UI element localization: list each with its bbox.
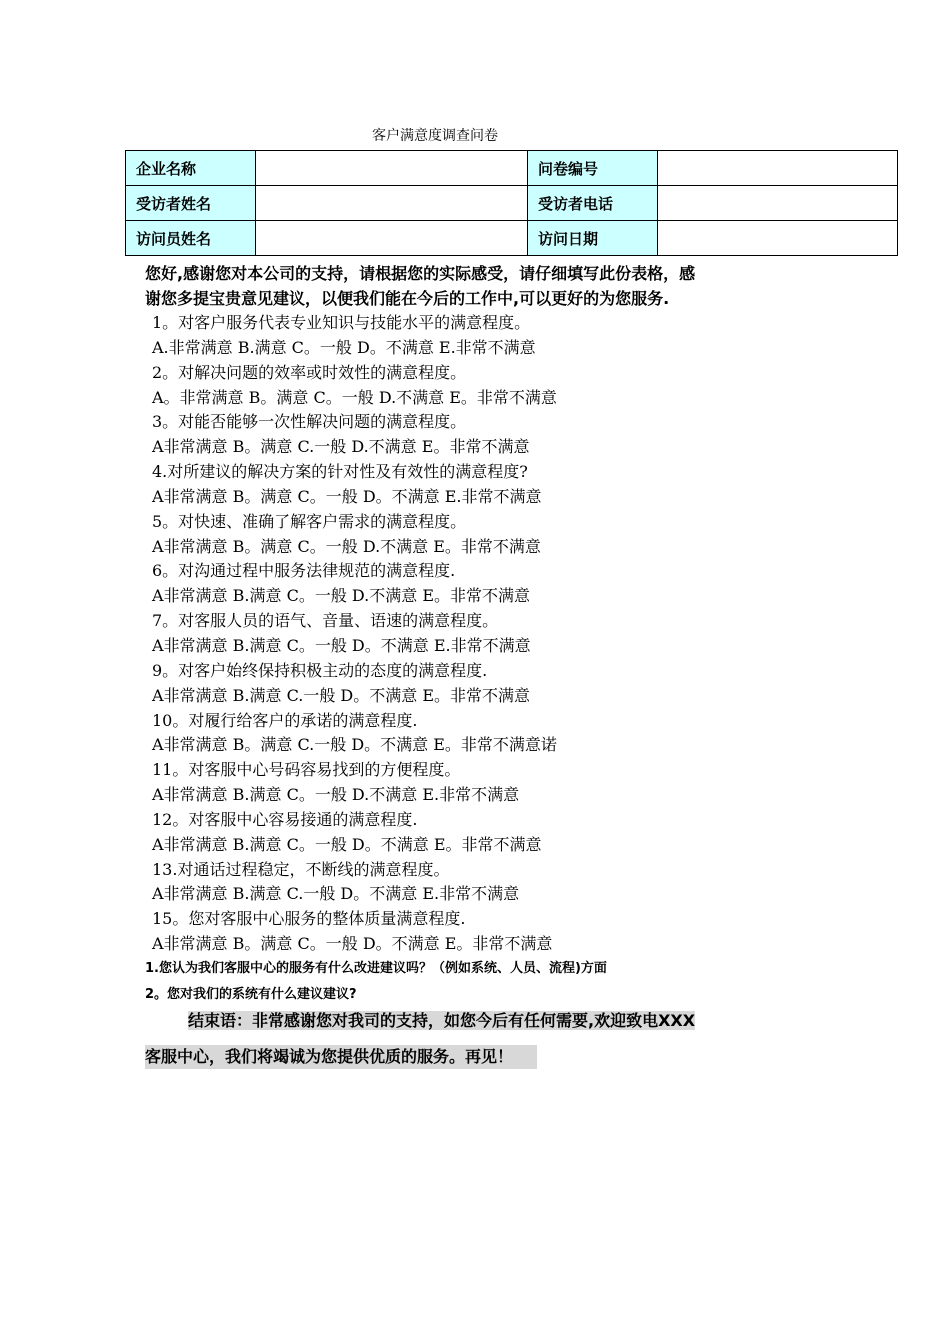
- question-text: 2。对解决问题的效率或时效性的满意程度。: [152, 362, 467, 382]
- survey-number-field[interactable]: [658, 151, 898, 186]
- respondent-phone-field[interactable]: [658, 186, 898, 221]
- intro-line: 您好,感谢您对本公司的支持，请根据您的实际感受，请仔细填写此份表格，感: [145, 264, 696, 283]
- interview-date-field[interactable]: [658, 221, 898, 256]
- intro-paragraph: [145, 261, 825, 311]
- interviewer-name-field[interactable]: [256, 221, 528, 256]
- question-text: 3。对能否能够一次性解决问题的满意程度。: [152, 412, 467, 432]
- answer-options: A.非常满意 B.满意 C。一般 D。不满意 E.非常不满意: [152, 337, 536, 357]
- question-text: 15。您对客服中心服务的整体质量满意程度.: [152, 909, 466, 929]
- respondent-phone-label: 受访者电话: [528, 186, 658, 221]
- question-list: [152, 311, 852, 957]
- question-text: 1。对客户服务代表专业知识与技能水平的满意程度。: [152, 313, 531, 332]
- answer-options: A非常满意 B.满意 C.一般 D。不满意 E。非常不满意: [152, 685, 531, 705]
- question-text: 12。对客服中心容易接通的满意程度.: [152, 809, 418, 829]
- answer-options: A非常满意 B。满意 C。一般 D。不满意 E。非常不满意: [152, 934, 553, 954]
- closing-line-1: [188, 1009, 695, 1033]
- answer-options: A非常满意 B。满意 C。一般 D.不满意 E。非常不满意: [152, 536, 541, 556]
- question-text: 4.对所建议的解决方案的针对性及有效性的满意程度?: [152, 462, 528, 482]
- question-text: 13.对通话过程稳定，不断线的满意程度。: [152, 859, 450, 879]
- question-text: 7。对客服人员的语气、音量、语速的满意程度。: [152, 611, 499, 631]
- answer-options: A非常满意 B.满意 C。一般 D.不满意 E.非常不满意: [152, 785, 520, 805]
- answer-options: A非常满意 B。满意 C。一般 D。不满意 E.非常不满意: [152, 486, 542, 506]
- interview-date-label: 访问日期: [528, 221, 658, 256]
- answer-options: A。非常满意 B。满意 C。一般 D.不满意 E。非常不满意: [152, 387, 557, 407]
- table-row: [126, 221, 898, 256]
- answer-options: A非常满意 B。满意 C.一般 D.不满意 E。非常不满意: [152, 437, 530, 457]
- interviewer-name-label: 访问员姓名: [126, 221, 256, 256]
- company-name-label: 企业名称: [126, 151, 256, 186]
- answer-options: A非常满意 B.满意 C。一般 D.不满意 E。非常不满意: [152, 586, 531, 606]
- closing-text: 结束语：非常感谢您对我司的支持，如您今后有任何需要,欢迎致电XXX: [188, 1011, 696, 1030]
- question-text: 10。对履行给客户的承诺的满意程度.: [152, 710, 418, 730]
- survey-title: 客户满意度调查问卷: [372, 128, 498, 144]
- answer-options: A非常满意 B.满意 C。一般 D。不满意 E.非常不满意: [152, 635, 531, 655]
- table-row: [126, 186, 898, 221]
- survey-number-label: 问卷编号: [528, 151, 658, 186]
- closing-line-2: 客服中心，我们将竭诚为您提供优质的服务。再见！: [145, 1045, 537, 1069]
- info-table: [125, 150, 898, 256]
- respondent-name-label: 受访者姓名: [126, 186, 256, 221]
- question-text: 5。对快速、准确了解客户需求的满意程度。: [152, 511, 467, 531]
- answer-options: A非常满意 B.满意 C.一般 D。不满意 E.非常不满意: [152, 884, 520, 904]
- respondent-name-field[interactable]: [256, 186, 528, 221]
- question-text: 11。对客服中心号码容易找到的方便程度。: [152, 760, 461, 780]
- open-question-improvement: 1.您认为我们客服中心的服务有什么改进建议吗？（例如系统、人员、流程)方面: [145, 961, 607, 976]
- company-name-field[interactable]: [256, 151, 528, 186]
- intro-line: 谢您多提宝贵意见建议，以便我们能在今后的工作中,可以更好的为您服务.: [145, 289, 670, 308]
- question-text: 6。对沟通过程中服务法律规范的满意程度.: [152, 561, 456, 581]
- table-row: [126, 151, 898, 186]
- answer-options: A非常满意 B.满意 C。一般 D。不满意 E。非常不满意: [152, 834, 542, 854]
- open-question-system: 2。您对我们的系统有什么建议建议?: [145, 987, 357, 1002]
- question-text: 9。对客户始终保持积极主动的态度的满意程度.: [152, 660, 488, 680]
- answer-options: A非常满意 B。满意 C.一般 D。不满意 E。非常不满意诺: [152, 735, 557, 755]
